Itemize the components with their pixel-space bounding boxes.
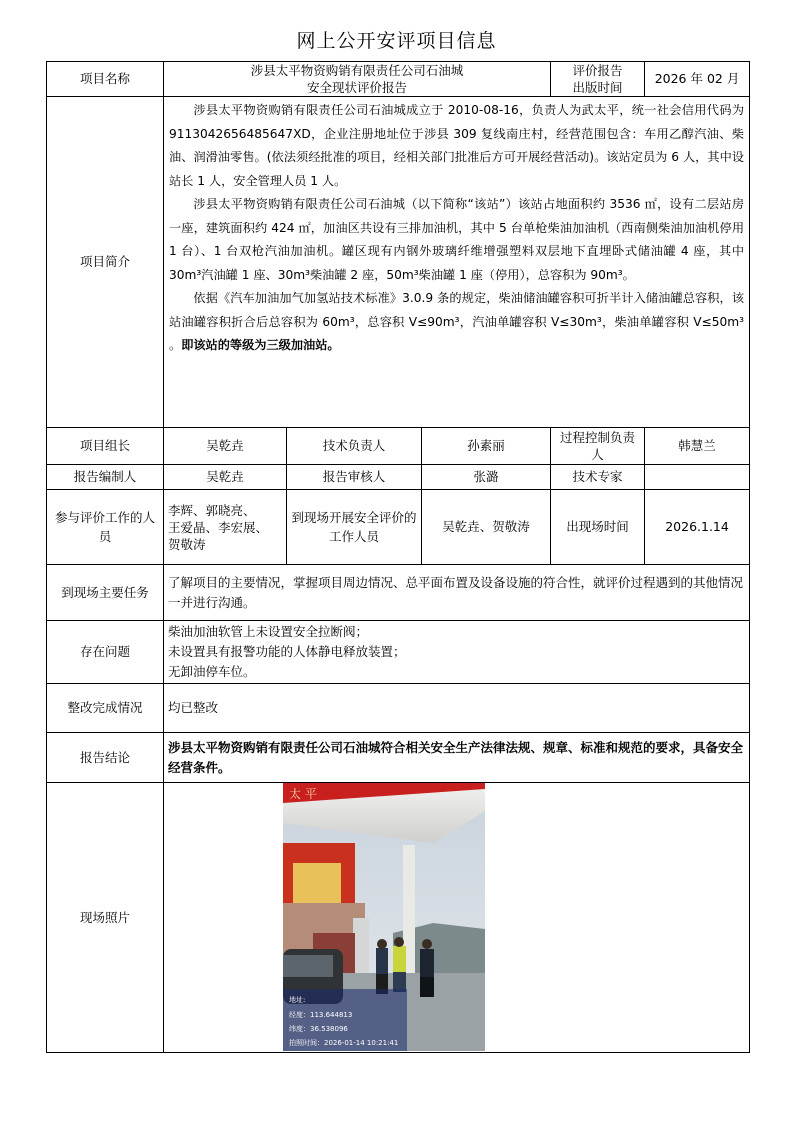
photo-timestamp: 拍照时间：2026-01-14 10:21:41 <box>289 1039 399 1047</box>
page-title: 网上公开安评项目信息 <box>296 30 497 52</box>
issue-item: 无卸油停车位。 <box>168 664 256 679</box>
reviewer-value: 张潞 <box>422 465 551 490</box>
conclusion-row <box>47 733 750 783</box>
leader-label: 项目组长 <box>47 428 164 465</box>
gas-station-photo <box>283 783 485 1051</box>
intro-paragraph-2: 涉县太平物资购销有限责任公司石油城（以下简称“该站”）该站占地面积约 3536 ㎡，设有二层站房一座，建筑面积约 424 ㎡，加油区共设有三排加油机，其中 5 台单枪柴油加油机（西南侧柴油加油机停用 1 台）、1 台双枪汽油加油机。罐区现有内钢外玻璃纤维增强塑料双层地下直埋卧式储油罐 4 座，其中 30m³汽油罐 1 座、30m³柴油罐 2 座，50m³柴油罐 1 座（停用），总容积为 90m³。 <box>169 197 745 282</box>
rectify-label: 整改完成情况 <box>47 684 164 733</box>
team-row-1 <box>47 428 750 465</box>
tasks-value: 了解项目的主要情况，掌握项目周边情况、总平面布置及设备设施的符合性，就评价过程遇到的其他情况一并进行沟通。 <box>164 565 750 621</box>
rectify-value: 均已整改 <box>164 684 750 733</box>
intro-paragraph-3: 依据《汽车加油加气加氢站技术标准》3.0.9 条的规定，柴油储油罐容积可折半计入储油罐总容积，该站油罐容积折合后总容积为 60m³，总容积 V≤90m³，汽油单罐容积 V≤30m³，柴油单罐容积 V≤50m³ 。即该站的等级为三级加油站。 <box>169 291 745 352</box>
project-name-value: 涉县太平物资购销有限责任公司石油城 安全现状评价报告 <box>164 62 551 97</box>
onsite-label: 到现场开展安全评价的工作人员 <box>287 490 422 565</box>
time-value: 2026.1.14 <box>645 490 750 565</box>
photo-address: 地址: <box>289 996 306 1004</box>
report-time-label: 评价报告 出版时间 <box>551 62 645 97</box>
intro-row <box>47 97 750 428</box>
team-row-2 <box>47 465 750 490</box>
issues-label: 存在问题 <box>47 621 164 684</box>
expert-label: 技术专家 <box>551 465 645 490</box>
site-photo <box>283 783 485 1051</box>
info-table <box>46 61 750 1053</box>
project-name-row <box>47 62 750 97</box>
photo-row <box>47 783 750 1053</box>
canopy-sign-text: 太 平 <box>289 787 317 801</box>
editor-value: 吴乾垚 <box>164 465 287 490</box>
tasks-row <box>47 565 750 621</box>
issues-list <box>164 621 750 684</box>
onsite-value: 吴乾垚、贺敬涛 <box>422 490 551 565</box>
rectify-row <box>47 684 750 733</box>
intro-text <box>164 97 750 428</box>
photo-cell <box>164 783 750 1053</box>
process-label: 过程控制负责人 <box>551 428 645 465</box>
intro-label: 项目简介 <box>47 97 164 428</box>
editor-label: 报告编制人 <box>47 465 164 490</box>
conclusion-label: 报告结论 <box>47 733 164 783</box>
issue-item: 柴油加油软管上未设置安全拉断阀； <box>168 624 369 639</box>
photo-longitude: 经度：113.644813 <box>289 1011 353 1019</box>
intro-paragraph-1: 涉县太平物资购销有限责任公司石油城成立于 2010-08-16，负责人为武太平，统一社会信用代码为 9113042656485647XD，企业注册地址位于涉县 309 复线南庄村，经营范围包含：车用乙醇汽油、柴油、润滑油零售。(依法须经批准的项目，经相关部门批准后方可开展经营活动)。该站定员为 6 人，其中设站长 1 人，安全管理人员 1 人。 <box>169 103 745 188</box>
participants-names: 李辉、郭晓亮、 王爱晶、李宏展、 贺敬涛 <box>164 490 287 565</box>
leader-value: 吴乾垚 <box>164 428 287 465</box>
process-value: 韩慧兰 <box>645 428 750 465</box>
project-name-label: 项目名称 <box>47 62 164 97</box>
issue-item: 未设置具有报警功能的人体静电释放装置； <box>168 644 406 659</box>
tasks-label: 到现场主要任务 <box>47 565 164 621</box>
expert-value <box>645 465 750 490</box>
participants-row <box>47 490 750 565</box>
photo-latitude: 纬度：36.538096 <box>289 1025 348 1033</box>
participants-label: 参与评价工作的人员 <box>47 490 164 565</box>
tech-label: 技术负责人 <box>287 428 422 465</box>
reviewer-label: 报告审核人 <box>287 465 422 490</box>
photo-label: 现场照片 <box>47 783 164 1053</box>
tech-value: 孙素丽 <box>422 428 551 465</box>
report-time-value: 2026 年 02 月 <box>645 62 750 97</box>
time-label: 出现场时间 <box>551 490 645 565</box>
conclusion-value: 涉县太平物资购销有限责任公司石油城符合相关安全生产法律法规、规章、标准和规范的要求，具备安全经营条件。 <box>164 733 750 783</box>
issues-row <box>47 621 750 684</box>
